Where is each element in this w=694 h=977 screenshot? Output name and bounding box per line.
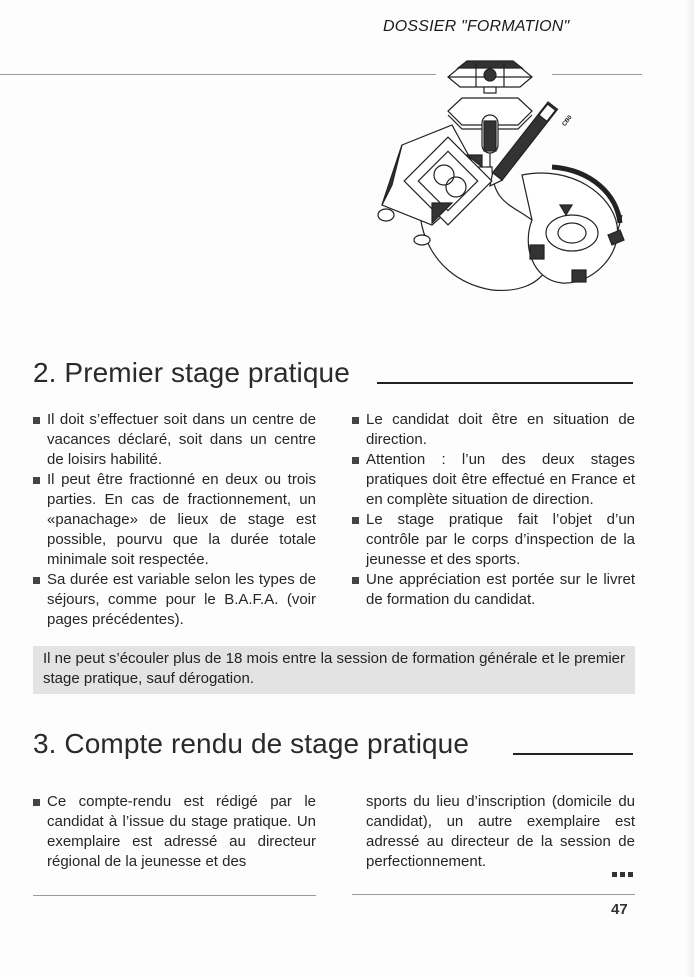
list-item [352,570,635,610]
continuation-marker [612,872,633,877]
square-dot-icon [628,872,633,877]
list-item-text: Le stage pratique fait l’objet d’un contrôle par le corps d’inspection de la jeunesse et des sports. [366,511,635,568]
list-item [352,510,635,570]
highlight-note: Il ne peut s’écouler plus de 18 mois entre la session de formation générale et le premier stage pratique, sauf dérogation. [33,646,635,694]
pencil-label: CB0 [561,114,574,128]
list-item [33,792,316,872]
top-saucer-cap [458,61,522,68]
list-item [352,410,635,450]
page-number: 47 [611,901,628,918]
list-item [352,450,635,510]
square-bullet-icon [352,577,359,584]
section-2-title-rule [377,382,633,384]
list-item-continuation: sports du lieu d’inscription (domicile du candidat), un autre exemplaire est adressé au directeur de la session de perfectionnement. [366,793,635,870]
footer-rule-left [33,895,316,896]
section-3-right-column [352,792,635,872]
page-edge [686,0,694,977]
square-bullet-icon [352,457,359,464]
list-item-text: Il doit s’effectuer soit dans un centre de vacances déclaré, soit dans un centre de loisirs habilité. [47,411,316,468]
list-item [33,570,316,630]
list-item-text: Attention : l’un des deux stages pratiques doit être effectué en France et en complète situation de direction. [366,451,635,508]
list-item-text: Sa durée est variable selon les types de séjours, comme pour le B.A.F.A. (voir pages précédentes). [47,571,316,628]
section-3-left-column [33,792,316,872]
square-bullet-icon [352,417,359,424]
list-item [33,470,316,570]
list-item-text: Ce compte-rendu est rédigé par le candidat à l’issue du stage pratique. Un exemplaire est adressé au directeur régional de la jeunesse et des [47,793,316,870]
list-item-text: Une appréciation est portée sur le livret de formation du candidat. [366,571,635,608]
section-3-title-rule [513,753,633,755]
header-rule-left [0,74,436,75]
list-item [33,410,316,470]
list-item-text: Il peut être fractionné en deux ou trois parties. En cas de fractionnement, un «panachage» de lieux de stage est possible, pourvu que la durée totale minimale soit respectée. [47,471,316,568]
square-bullet-icon [33,477,40,484]
square-dot-icon [612,872,617,877]
section-3-title: 3. Compte rendu de stage pratique [33,728,470,759]
footer-rule-right [352,894,635,895]
juggling-robot-illustration [372,55,640,300]
square-dot-icon [620,872,625,877]
square-bullet-icon [33,417,40,424]
running-head: DOSSIER "FORMATION" [383,18,570,35]
list-item-text: Le candidat doit être en situation de direction. [366,411,635,448]
square-bullet-icon [33,577,40,584]
square-bullet-icon [33,799,40,806]
square-bullet-icon [352,517,359,524]
section-2-title: 2. Premier stage pratique [33,357,350,388]
section-2-left-column [33,410,316,630]
section-2-right-column [352,410,635,610]
